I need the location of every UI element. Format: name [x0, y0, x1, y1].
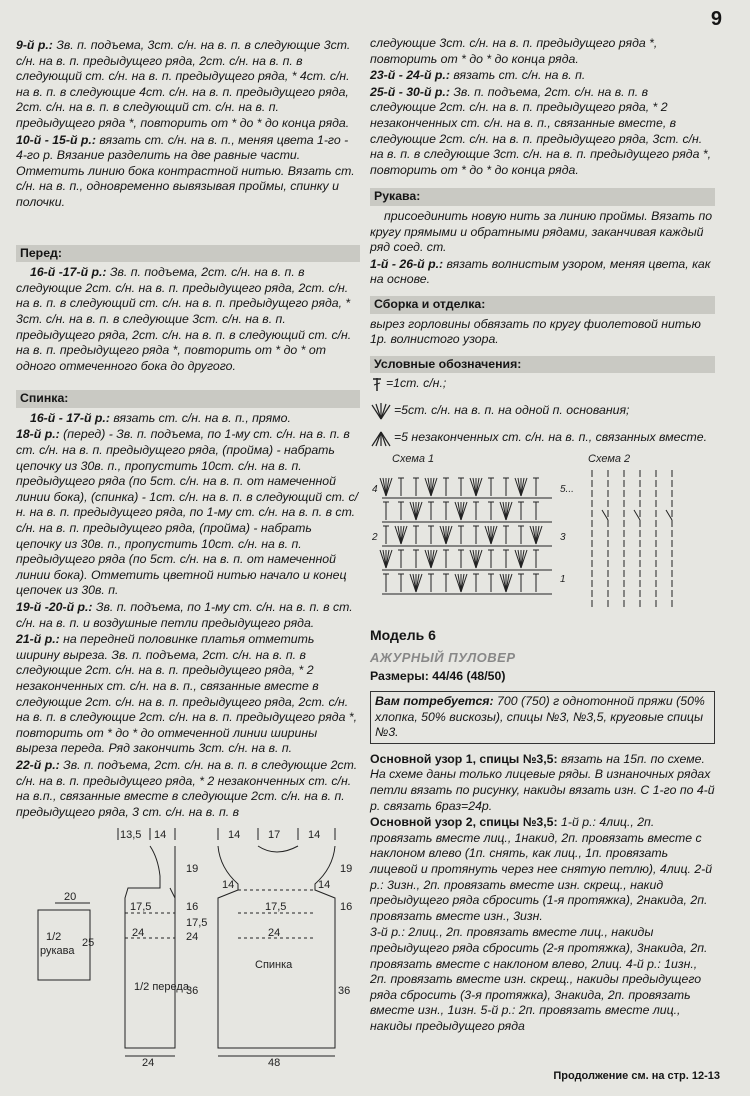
- paragraph: [370, 257, 715, 288]
- dim-label: 14: [308, 829, 321, 841]
- decrease-stitch: [666, 510, 672, 520]
- page-number: 9: [710, 8, 722, 30]
- paragraph-text: следующие 3ст. с/н. на в. п. предыдущего ряда *, повторить от * до * до конца ряда.: [370, 36, 658, 66]
- paragraph-text: вырез горловины обвязать по кругу фиолетовой нитью 1р. волнистого узора.: [370, 316, 701, 347]
- row-label: 18-й р.:: [16, 427, 60, 442]
- pattern-label: Основной узор 2, спицы №3,5:: [370, 815, 558, 830]
- sleeve-label-2: рукава: [40, 945, 75, 957]
- legend-item: [370, 376, 715, 392]
- row-label: 16-й -17-й р.:: [30, 265, 107, 280]
- model-sizes: Размеры: 44/46 (48/50): [370, 669, 506, 684]
- paragraph-text: 1-й р.: 4лиц., 2п. провязать вместе лиц., 1накид, 2п. провязать вместе с наклоном влево (1п. снять, как лиц., 1п. провязать лицевой и протянуть через нее снятую петлю), 4лиц. 2-й р.: 3изн., 2п. провязать вместе изн. скрещ., накид предыдущего ряда сбросить (1-я протяжка), 2накида, 2п. провязать вместе изн., 3изн.: [370, 815, 713, 923]
- pattern-label: Основной узор 1, спицы №3,5:: [370, 751, 558, 766]
- dim-label: 24: [132, 927, 145, 939]
- materials-label: Вам потребуется:: [375, 694, 494, 709]
- paragraph-text: Зв. п. подъема, 2ст. с/н. на в. п. в следующие 2ст. с/н. на в. п. предыдущего ряда, 2ст. с/н. на в. п. в следующий ст. с/н. на в. п. предыдущего ряда, * 3ст. с/н. на в. п. в следующие 3ст. с/н. на в. п. предыдущего ряда, 2ст. с/н. на в. п. в следующий ст. с/н. на в. п. предыдущего ряда *, повторить от * до * от одного отмеченного бока до другого.: [16, 265, 352, 373]
- cluster-symbol-icon: [370, 430, 392, 448]
- scheme-2-title: Схема 2: [588, 453, 631, 466]
- paragraph: [370, 68, 715, 84]
- row-label: 9-й р.:: [16, 38, 53, 52]
- dim-label: 48: [268, 1057, 281, 1069]
- dim-label: 24: [268, 927, 281, 939]
- paragraph: [370, 85, 715, 179]
- paragraph: [16, 265, 360, 374]
- section-heading-legend: Условные обозначения:: [370, 356, 715, 374]
- paragraph: [16, 427, 360, 599]
- legend-text: =5 незаконченных ст. с/н. на в. п., связанных вместе.: [394, 430, 707, 445]
- paragraph-text: 3-й р.: 2лиц., 2п. провязать вместе лиц., накиды предыдущего ряда сбросить (2-я протяжка), 3накида, 2п. провязать вместе с наклоном влево, 2лиц. 4-й р.: 1изн., 2п. провязать вместе изн. скрещ., накиды предыдущего ряда сбросить (3-я протяжка), 3накида, 2п. провязать вместе изн., 1изн. 5-й р.: 2п. провязать вместе лиц., накиды предыдущего ряда: [370, 925, 708, 1033]
- section-heading-assembly: Сборка и отделка:: [370, 296, 715, 314]
- row-number: 1: [560, 574, 566, 586]
- model-heading: Модель 6: [370, 627, 436, 644]
- row-label: 22-й р.:: [16, 757, 60, 772]
- paragraph-text: Зв. п. подъема, 2ст. с/н. на в. п. в следующие 2ст. с/н. на в. п. предыдущего ряда, * 2 незаконченных ст. с/н. на в. п., связанные вместе, в следующие 2ст. с/н. на в. п. предыдущего ряда, 3ст. с/н. на в. п. в следующие 3ст. с/н. на в. п. предыдущего ряда *, повторить от * до * до конца ряда.: [370, 84, 712, 177]
- dim-label: 14: [154, 829, 167, 841]
- row-number: 2: [372, 532, 378, 544]
- decrease-stitch: [602, 510, 608, 520]
- legend-text: =5ст. с/н. на в. п. на одной п. основания;: [394, 403, 630, 418]
- continued-note: Продолжение см. на стр. 12-13: [553, 1070, 720, 1082]
- pattern-diagrams: [40, 828, 360, 1069]
- dim-label: 14: [318, 879, 331, 891]
- dim-label: 13,5: [120, 829, 142, 841]
- fan-symbol-icon: [370, 402, 392, 420]
- row-number: 3: [560, 532, 566, 544]
- stitch-charts: [370, 450, 715, 620]
- dim-label: 24: [186, 931, 199, 943]
- scheme-1-title: Схема 1: [392, 453, 435, 466]
- section-heading-back: Спинка:: [16, 390, 360, 408]
- paragraph-text: присоединить новую нить за линию проймы. Вязать по кругу прямыми и обратными рядами, заканчивая каждый ряд соед. ст.: [370, 208, 713, 255]
- decrease-stitch: [634, 510, 640, 520]
- dim-label: 20: [64, 891, 77, 903]
- paragraph-text: Зв. п. подъема, 3ст. с/н. на в. п. в следующие 3ст. с/н. на в. п. предыдущего ряда, 2ст. с/н. на в. п. в следующий ст. с/н. на в. п. предыдущего ряда, * 4ст. с/н. на в. п. в следующие 4ст. с/н. на в. п. предыдущего ряда, 2ст. с/н. на в. п. в следующий ст. с/н. на в. п. предыдущего ряда *, повторить от * до * до конца ряда.: [16, 38, 351, 130]
- paragraph: [370, 36, 715, 67]
- dim-label: 36: [338, 985, 351, 997]
- paragraph: [370, 815, 715, 924]
- section-heading-sleeves: Рукава:: [370, 188, 715, 206]
- paragraph: [16, 133, 360, 211]
- legend-item: [370, 402, 715, 420]
- dim-label: 16: [340, 901, 353, 913]
- dim-label: 19: [340, 863, 353, 875]
- row-label: 10-й - 15-й р.:: [16, 132, 96, 147]
- stitch-symbol-icon: [370, 376, 384, 392]
- section-heading-front: Перед:: [16, 245, 360, 263]
- dim-label: 16: [186, 901, 199, 913]
- paragraph: [370, 925, 715, 1034]
- dim-label: 24: [142, 1057, 155, 1069]
- paragraph-text: (перед) - Зв. п. подъема, по 1-му ст. с/н. на в. п. в ст. с/н. на в. п. предыдущего ряда, (пройма) - набрать цепочку из 30в. п., пропустить 10ст. с/н. на в. п. предыдущего ряда (по 5ст. с/н. на в. п. от намеченной линии бока), (спинка) - 1ст. с/н. на в. п. в следующий ст. с/н. на в. п. предыдущего ряда, по 1-му ст. с/н. на в. п. в ст. с/н. на в. п. предыдущего ряда, (пройма) - набрать цепочку из 30в. п., пропустить 10ст. с/н. на в. п. предыдущего ряда (по 5ст. с/н. на в. п. от намеченной линии бока). Отметить цветной нитью начало и конец цепочек из 30в. п.: [16, 427, 359, 598]
- materials-box: [370, 691, 715, 744]
- row-label: 1-й - 26-й р.:: [370, 256, 444, 271]
- row-label: 21-й р.:: [16, 632, 60, 647]
- scheme-2-stitches: [592, 470, 672, 607]
- half-front-label: 1/2 переда: [134, 981, 189, 993]
- paragraph-text: Зв. п. подъема, 2ст. с/н. на в. п. в следующие 2ст. с/н. на в. п. предыдущего ряда, * 2 незаконченных ст. с/н. на в.п., связанные вместе в следующие 2ст. с/н. на в. п. предыдущего ряда, 3 ст. с/н. на в. п. в: [16, 757, 358, 819]
- paragraph: [16, 38, 360, 132]
- back-label: Спинка: [255, 959, 293, 971]
- paragraph-text: вязать на 15п. по схеме. На схеме даны только лицевые ряды. В изнаночных рядах петли вязать по рисунку, накиды вязать изн. С 1-го по 4-й р. связать 6раз=24р.: [370, 751, 715, 813]
- dim-label: 17,5: [130, 901, 152, 913]
- paragraph-text: вязать ст. с/н. на в. п., прямо.: [113, 410, 291, 425]
- paragraph: [16, 411, 360, 427]
- paragraph: [16, 632, 360, 757]
- paragraph-text: вязать ст. с/н. на в. п., меняя цвета 1-го - 4-го р. Вязание разделить на две равные части. Отметить линию бока контрастной нитью. Вязать ст. с/н. на в. п., одновременно вывязывая проймы, спинку и полочки.: [16, 132, 355, 209]
- row-label: 23-й - 24-й р.:: [370, 68, 450, 83]
- model-title: АЖУРНЫЙ ПУЛОВЕР: [370, 649, 516, 665]
- dim-label: 25: [82, 937, 95, 949]
- legend-text: =1ст. с/н.;: [386, 376, 447, 391]
- dim-label: 36: [186, 985, 199, 997]
- sleeve-label: 1/2: [46, 931, 62, 943]
- dim-label: 14: [228, 829, 241, 841]
- paragraph-text: вязать ст. с/н. на в. п.: [453, 68, 586, 83]
- dim-label: 17: [268, 829, 281, 841]
- paragraph-text: на передней половинке платья отметить ширину выреза. Зв. п. подъема, 2ст. с/н. на в. п. в следующие 2ст. с/н. на в. п. предыдущего ряда, * 2 незаконченных ст. с/н. на в. п., связанные вместе в следующие 2ст. с/н. на в. п. предыдущего ряда, 2ст. с/н. на в. п. в следующие 2ст. с/н. на в. п. предыдущего ряда *, повторить от * до * до отмеченной линии ширины выреза переда. Ряд закончить 3ст. с/н. на в. п.: [16, 632, 358, 756]
- row-label: 16-й - 17-й р.:: [30, 410, 110, 425]
- paragraph-text: вязать волнистым узором, меняя цвета, как на основе.: [370, 256, 711, 287]
- paragraph: [370, 752, 715, 814]
- dim-label: 17,5: [186, 917, 208, 929]
- right-column: [370, 36, 715, 1036]
- left-column: [16, 38, 360, 821]
- row-number: 5...: [560, 484, 574, 496]
- paragraph: [16, 600, 360, 631]
- paragraph-text: Зв. п. подъема, по 1-му ст. с/н. на в. п. в ст. с/н. на в. п. и воздушные петли предыдущего ряда.: [16, 600, 353, 630]
- legend-item: [370, 430, 715, 448]
- dim-label: 17,5: [265, 901, 287, 913]
- scheme-1-stitches: [380, 478, 552, 594]
- pattern-svg: [40, 828, 360, 1069]
- paragraph: [370, 209, 715, 256]
- paragraph: [16, 758, 360, 820]
- row-number: 4: [372, 484, 378, 496]
- dim-label: 19: [186, 863, 199, 875]
- dim-label: 14: [222, 879, 235, 891]
- materials-text: 700 (750) г однотонной пряжи (50% хлопка, 50% вискозы), спицы №3, №3,5, круговые спицы №3.: [375, 694, 705, 740]
- row-label: 25-й - 30-й р.:: [370, 84, 450, 99]
- row-label: 19-й -20-й р.:: [16, 600, 93, 614]
- stitch-chart-svg: [370, 450, 710, 620]
- paragraph: [370, 317, 715, 348]
